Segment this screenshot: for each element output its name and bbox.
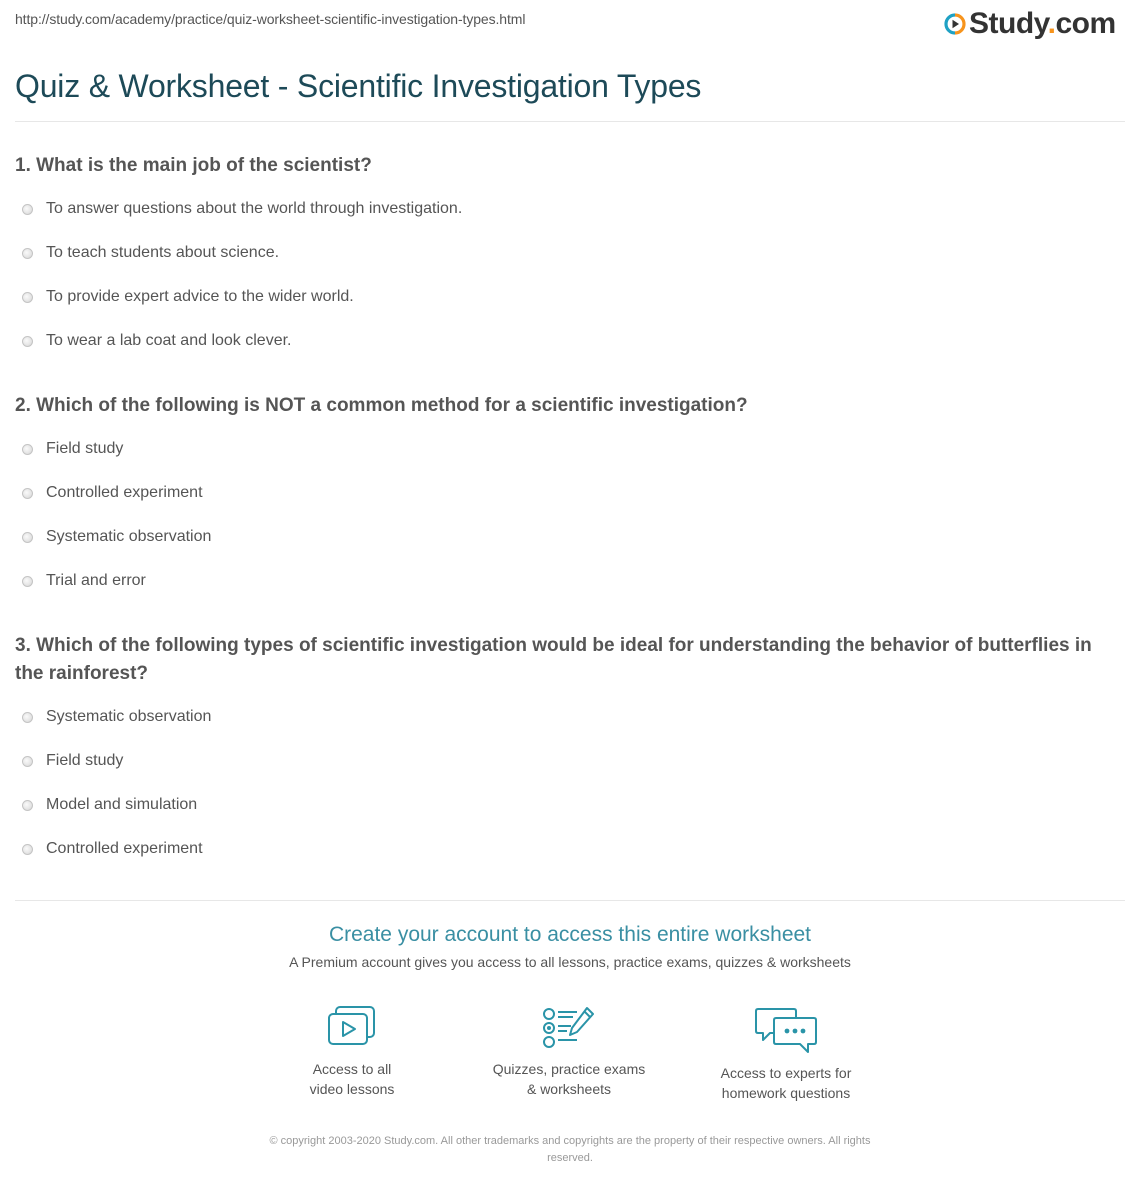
radio-button[interactable] bbox=[22, 576, 33, 587]
promo-divider bbox=[15, 900, 1125, 901]
quiz-checklist-icon bbox=[541, 1005, 597, 1051]
option-label: Trial and error bbox=[46, 572, 146, 589]
option-label: Field study bbox=[46, 752, 124, 769]
play-circle-icon bbox=[944, 13, 966, 35]
radio-button[interactable] bbox=[22, 488, 33, 499]
answer-option[interactable] bbox=[22, 200, 462, 218]
option-label: Model and simulation bbox=[46, 796, 198, 813]
promo-subtitle: A Premium account gives you access to all lessons, practice exams, quizzes & worksheets bbox=[289, 954, 851, 970]
feature-quizzes bbox=[469, 1005, 669, 1099]
study-logo[interactable] bbox=[944, 8, 1116, 40]
logo-tld: com bbox=[1055, 7, 1116, 40]
radio-button[interactable] bbox=[22, 800, 33, 811]
radio-button[interactable] bbox=[22, 712, 33, 723]
radio-button[interactable] bbox=[22, 844, 33, 855]
option-label: To provide expert advice to the wider world. bbox=[46, 288, 354, 305]
radio-button[interactable] bbox=[22, 292, 33, 303]
feature-label-line: & worksheets bbox=[526, 1081, 612, 1097]
answer-option[interactable] bbox=[22, 244, 279, 262]
option-label: To answer questions about the world through investigation. bbox=[46, 200, 463, 217]
feature-label-line: Quizzes, practice exams bbox=[492, 1061, 646, 1077]
radio-button[interactable] bbox=[22, 532, 33, 543]
radio-button[interactable] bbox=[22, 248, 33, 259]
logo-name: Study bbox=[969, 7, 1048, 40]
answer-option[interactable] bbox=[22, 332, 291, 350]
radio-button[interactable] bbox=[22, 336, 33, 347]
question-2: 2. Which of the following is NOT a common method for a scientific investigation? bbox=[15, 395, 748, 416]
page-title: Quiz & Worksheet - Scientific Investigation Types bbox=[15, 68, 702, 104]
answer-option[interactable] bbox=[22, 528, 211, 546]
create-account-link[interactable]: Create your account to access this entire worksheet bbox=[328, 923, 812, 946]
answer-option[interactable] bbox=[22, 708, 211, 726]
question-1: 1. What is the main job of the scientist? bbox=[15, 155, 372, 176]
answer-option[interactable] bbox=[22, 484, 203, 502]
video-lessons-icon bbox=[326, 1005, 378, 1051]
answer-option[interactable] bbox=[22, 288, 354, 306]
logo-wordmark bbox=[969, 8, 1116, 40]
chat-bubbles-icon bbox=[754, 1005, 818, 1055]
option-label: Systematic observation bbox=[46, 708, 212, 725]
option-label: To teach students about science. bbox=[46, 244, 280, 261]
header-divider bbox=[15, 121, 1125, 122]
answer-option[interactable] bbox=[22, 440, 123, 458]
answer-option[interactable] bbox=[22, 840, 203, 858]
radio-button[interactable] bbox=[22, 444, 33, 455]
copyright-line: reserved. bbox=[547, 1152, 593, 1164]
option-label: To wear a lab coat and look clever. bbox=[46, 332, 292, 349]
question-3: 3. Which of the following types of scientific investigation would be ideal for understanding the behavior of butterflies in the rainforest? bbox=[15, 635, 1092, 684]
copyright-notice bbox=[210, 1133, 930, 1167]
feature-experts bbox=[686, 1005, 886, 1103]
answer-option[interactable] bbox=[22, 572, 146, 590]
answer-option[interactable] bbox=[22, 752, 123, 770]
option-label: Field study bbox=[46, 440, 124, 457]
option-label: Controlled experiment bbox=[46, 840, 203, 857]
radio-button[interactable] bbox=[22, 204, 33, 215]
feature-label-line: Access to experts for bbox=[720, 1065, 852, 1081]
page-url: http://study.com/academy/practice/quiz-worksheet-scientific-investigation-types.html bbox=[15, 11, 526, 27]
answer-option[interactable] bbox=[22, 796, 197, 814]
feature-label-line: homework questions bbox=[721, 1085, 851, 1101]
feature-label-line: video lessons bbox=[309, 1081, 395, 1097]
option-label: Systematic observation bbox=[46, 528, 212, 545]
copyright-line: © copyright 2003-2020 Study.com. All other trademarks and copyrights are the property of their respective owners. All rights bbox=[269, 1135, 871, 1147]
option-label: Controlled experiment bbox=[46, 484, 203, 501]
radio-button[interactable] bbox=[22, 756, 33, 767]
feature-video-lessons bbox=[252, 1005, 452, 1099]
feature-label-line: Access to all bbox=[312, 1061, 392, 1077]
logo-dot: . bbox=[1047, 7, 1056, 40]
